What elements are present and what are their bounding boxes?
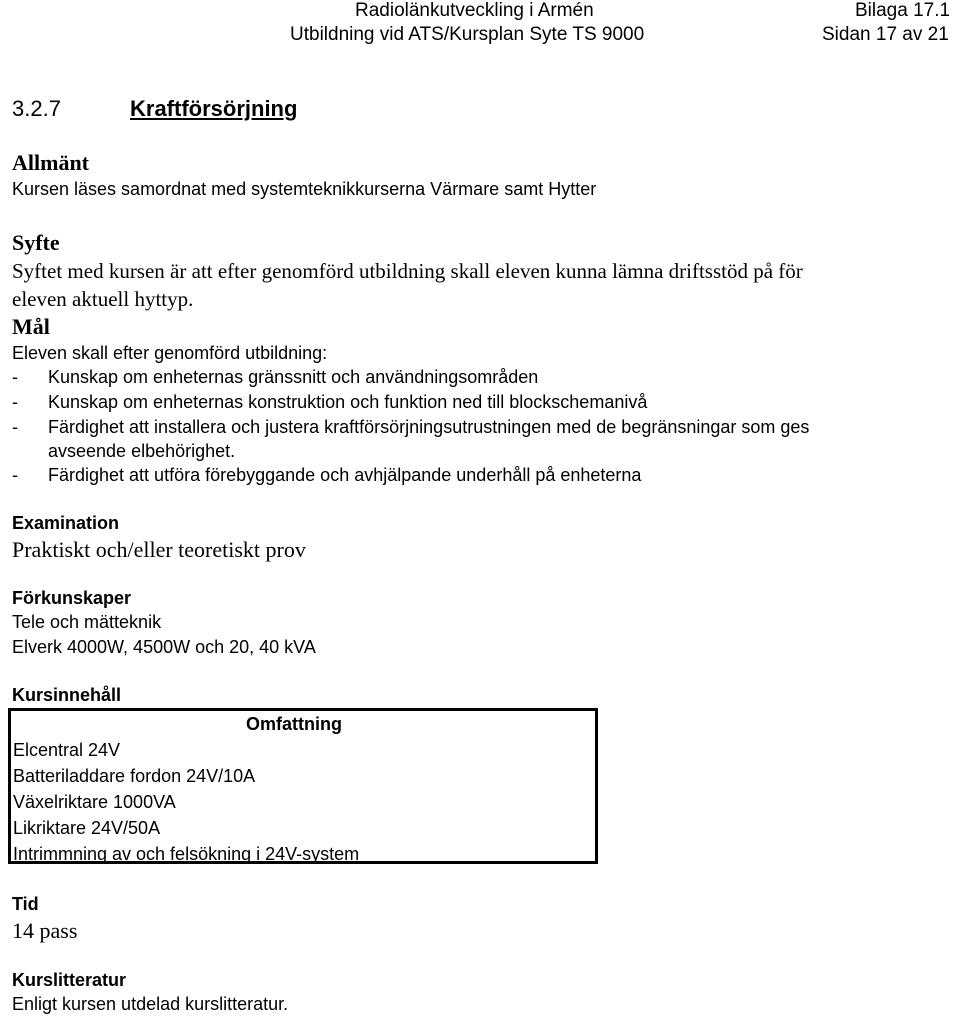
bullet-dash: - <box>12 465 18 485</box>
bullet-text: Kunskap om enheternas gränssnitt och användningsområden <box>48 367 539 387</box>
examination-heading: Examination <box>12 513 120 533</box>
table-row: Växelriktare 1000VA <box>13 792 176 812</box>
mal-heading: Mål <box>12 314 50 339</box>
bullet-dash: - <box>12 367 18 387</box>
mal-bullet-4 <box>12 464 952 486</box>
syfte-text-line-2: eleven aktuell hyttyp. <box>12 287 194 311</box>
forkunskaper-line-2: Elverk 4000W, 4500W och 20, 40 kVA <box>12 637 316 657</box>
bullet-text: Färdighet att installera och justera kraftförsörjningsutrustningen med de begränsningar som ges <box>48 417 810 437</box>
bullet-dash: - <box>12 392 18 412</box>
table-row: Likriktare 24V/50A <box>13 818 161 838</box>
table-row: Elcentral 24V <box>13 740 121 760</box>
forkunskaper-heading: Förkunskaper <box>12 588 132 608</box>
bullet-dash: - <box>12 417 18 437</box>
allmant-text: Kursen läses samordnat med systemteknikkurserna Värmare samt Hytter <box>12 179 597 199</box>
kurslitteratur-text: Enligt kursen utdelad kurslitteratur. <box>12 994 289 1014</box>
kurslitteratur-heading: Kurslitteratur <box>12 970 127 990</box>
mal-bullet-1 <box>12 366 952 388</box>
mal-intro: Eleven skall efter genomförd utbildning: <box>12 343 328 363</box>
mal-bullet-3 <box>12 416 952 464</box>
section-title: Kraftförsörjning <box>130 96 298 121</box>
bullet-text-continued: avseende elbehörighet. <box>48 441 236 461</box>
table-column-header: Omfattning <box>246 714 342 734</box>
header-appendix: Bilaga 17.1 <box>855 0 951 21</box>
syfte-text-line-1: Syftet med kursen är att efter genomförd utbildning skall eleven kunna lämna driftsstöd på för <box>12 259 803 283</box>
allmant-heading: Allmänt <box>12 150 89 175</box>
kursinnehall-heading: Kursinnehåll <box>12 685 122 705</box>
table-row: Intrimmning av och felsökning i 24V-system <box>13 844 360 864</box>
syfte-heading: Syfte <box>12 230 60 255</box>
examination-text: Praktiskt och/eller teoretiskt prov <box>12 537 306 562</box>
course-content-table <box>8 708 598 864</box>
section-number: 3.2.7 <box>12 96 61 121</box>
bullet-text: Färdighet att utföra förebyggande och avhjälpande underhåll på enheterna <box>48 465 642 485</box>
bullet-text: Kunskap om enheternas konstruktion och funktion ned till blockschemanivå <box>48 392 648 412</box>
tid-text: 14 pass <box>12 918 78 943</box>
page-number: Sidan 17 av 21 <box>822 24 949 45</box>
forkunskaper-line-1: Tele och mätteknik <box>12 612 162 632</box>
tid-heading: Tid <box>12 894 39 914</box>
header-subtitle: Utbildning vid ATS/Kursplan Syte TS 9000 <box>290 24 645 45</box>
mal-bullet-2 <box>12 391 952 413</box>
table-row: Batteriladdare fordon 24V/10A <box>13 766 256 786</box>
header-title: Radiolänkutveckling i Armén <box>355 0 594 21</box>
